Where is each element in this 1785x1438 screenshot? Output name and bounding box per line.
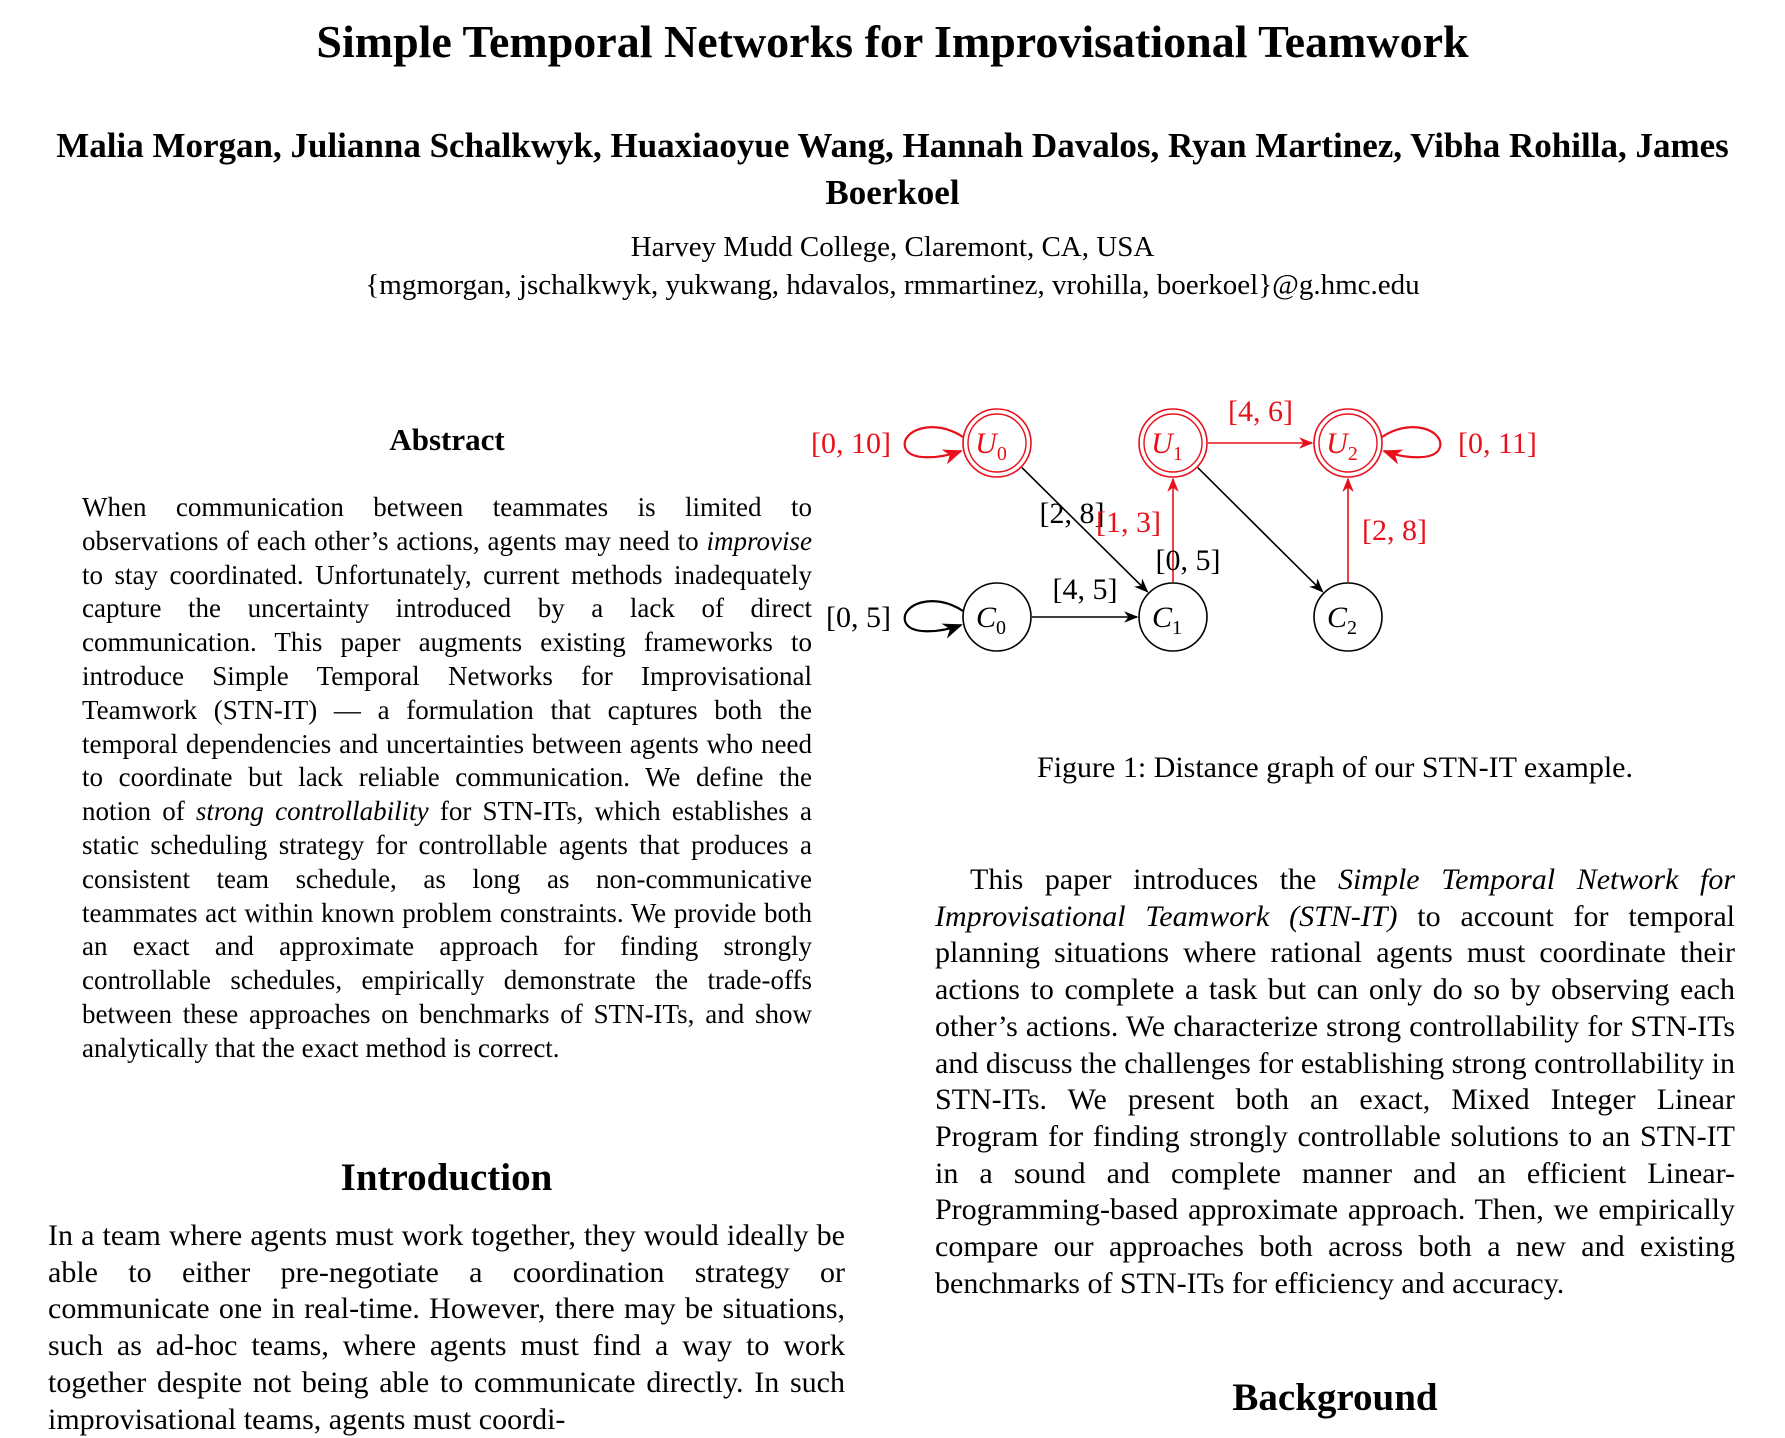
affiliation-block xyxy=(0,228,1785,304)
graph-edge-label: [0, 5] xyxy=(826,601,891,634)
affiliation: Harvey Mudd College, Claremont, CA, USA xyxy=(630,231,1155,263)
graph-edge-label: [0, 11] xyxy=(1458,427,1537,460)
graph-edge-label: [4, 5] xyxy=(1052,573,1118,606)
abstract-emphasis-improvise: improvise xyxy=(706,525,812,556)
graph-node-subscript: 0 xyxy=(996,617,1007,639)
right-column-text xyxy=(935,862,1735,1302)
abstract-heading: Abstract xyxy=(389,422,505,457)
introduction-heading: Introduction xyxy=(340,1156,553,1199)
graph-node-subscript: 2 xyxy=(1347,443,1358,465)
graph-self-loop-edge xyxy=(1382,427,1440,457)
graph-self-loop-edge xyxy=(905,427,963,457)
graph-edge-label: [2, 8] xyxy=(1362,514,1427,547)
graph-node-subscript: 2 xyxy=(1347,617,1358,639)
graph-node-subscript: 1 xyxy=(1172,443,1183,465)
abstract-text-part: When communication between teammates is limited to observations of each other’s actions, agents may need to xyxy=(82,492,812,556)
graph-edge-label: [0, 5] xyxy=(1155,544,1221,577)
graph-node-subscript: 0 xyxy=(996,443,1007,465)
graph-edge-label: [2, 8] xyxy=(1039,497,1105,530)
introduction-text: In a team where agents must work together, they would ideally be able to either pre-negotiate a coordination strategy or communicate one in real-time. However, there may be situations, such as ad-hoc teams, where agents must find a way to work together despite not being able to communicate directly. In such improvisational teams, agents must coordi- xyxy=(48,1219,845,1436)
graph-edge-label: [1, 3] xyxy=(1096,506,1161,539)
graph-node-label: $C_1$ xyxy=(1151,601,1183,639)
intro-continuation-paragraph xyxy=(935,862,1735,1302)
paper-title: Simple Temporal Networks for Improvisational Teamwork xyxy=(316,16,1469,67)
graph-edge-label: [4, 6] xyxy=(1228,395,1293,428)
background-heading: Background xyxy=(1232,1376,1438,1419)
graph-node-label: $C_2$ xyxy=(1326,601,1358,639)
graph-node-label: $C_0$ xyxy=(975,601,1007,639)
graph-node-label: $U_1$ xyxy=(1151,427,1183,465)
email-list: {mgmorgan, jschalkwyk, yukwang, hdavalos, rmmartinez, vrohilla, boerkoel}@g.hmc.edu xyxy=(365,269,1420,301)
stn-it-term: Simple Temporal Network for Improvisational Teamwork (STN-IT) xyxy=(935,863,1735,933)
paragraph-text-part: This paper introduces the xyxy=(970,863,1338,896)
graph-node-label: $U_0$ xyxy=(975,427,1007,465)
abstract-text xyxy=(82,491,812,1066)
paragraph-text-part: to account for temporal planning situations where rational agents must coordinate their actions to complete a task but can only do so by observing each other’s actions. We characterize strong controllability for STN-ITs and discuss the challenges for establishing strong controllability in STN-ITs. We present both an exact, Mixed Integer Linear Program for finding strongly controllable solutions to an STN-IT in a sound and complete manner and an efficient Linear-Programming-based approximate approach. Then, we empirically compare our approaches both across both a new and existing benchmarks of STN-ITs for efficiency and accuracy. xyxy=(935,899,1735,1300)
stn-it-distance-graph xyxy=(811,395,1735,735)
graph-self-loop-edge xyxy=(905,601,963,631)
abstract-text-part: to stay coordinated. Unfortunately, current methods inadequately capture the uncertainty introduced by a lack of direct communication. This paper augments existing frameworks to introduce Simple Temporal Networks for Improvisational Teamwork (STN-IT) — a formulation that captures both the temporal dependencies and uncertainties between agents who need to coordinate but lack reliable communication. We define the notion of xyxy=(82,559,812,827)
graph-node-subscript: 1 xyxy=(1172,617,1183,639)
graph-node-label: $U_2$ xyxy=(1326,427,1358,465)
graph-edge-label: [0, 10] xyxy=(811,427,891,460)
figure-caption: Figure 1: Distance graph of our STN-IT example. xyxy=(1037,751,1633,784)
abstract-emphasis-strong-controllability: strong controllability xyxy=(195,796,429,827)
abstract-text-part: for STN-ITs, which establishes a static scheduling strategy for controllable agents that produces a consistent team schedule, as long as non-communicative teammates act within known problem constraints. We provide both an exact and approximate approach for finding strongly controllable schedules, empirically demonstrate the trade-offs between these approaches on benchmarks of STN-ITs, and show analytically that the exact method is correct. xyxy=(82,796,812,1063)
author-list: Malia Morgan, Julianna Schalkwyk, Huaxiaoyue Wang, Hannah Davalos, Ryan Martinez, Vibha Rohilla, James Boerkoel xyxy=(56,126,1729,212)
